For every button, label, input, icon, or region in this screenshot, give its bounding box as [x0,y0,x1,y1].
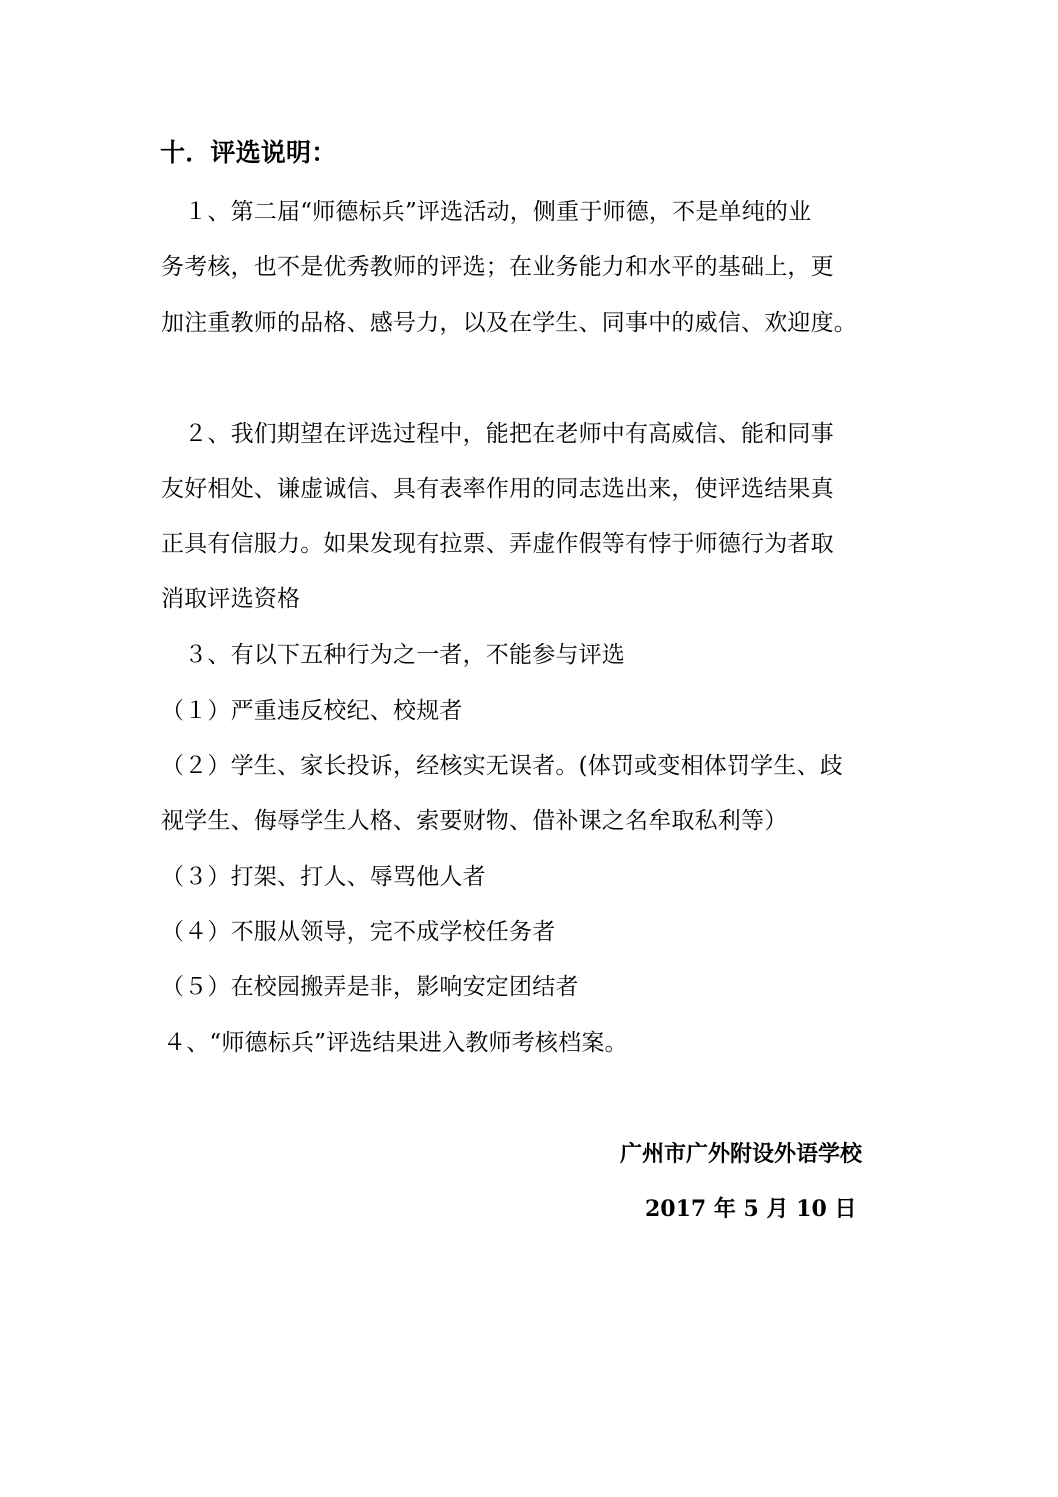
list-item-4: （４）不服从领导，完不成学校任务者 [161,919,556,945]
list-item-1: （１）严重违反校纪、校规者 [161,698,463,724]
paragraph-2-line-1: ２、我们期望在评选过程中，能把在老师中有高威信、能和同事 [161,421,834,447]
signature-organization: 广州市广外附设外语学校 [620,1141,863,1167]
paragraph-2-line-4: 消取评选资格 [161,586,301,612]
signature-date: 2017 年 5 月 10 日 [645,1196,857,1222]
paragraph-2-line-3: 正具有信服力。如果发现有拉票、弄虚作假等有悖于师德行为者取 [161,531,834,557]
paragraph-2-line-2: 友好相处、谦虚诚信、具有表率作用的同志选出来，使评选结果真 [161,476,834,502]
list-item-2-line-1: （２）学生、家长投诉，经核实无误者。(体罚或变相体罚学生、歧 [161,753,843,779]
section-heading: 十．评选说明： [160,138,337,167]
paragraph-1-line-3: 加注重教师的品格、感号力，以及在学生、同事中的威信、欢迎度。 [161,310,857,336]
paragraph-1-line-2: 务考核，也不是优秀教师的评选；在业务能力和水平的基础上，更 [161,254,834,280]
list-item-2-line-2: 视学生、侮辱学生人格、索要财物、借补课之名牟取私利等） [161,808,788,834]
list-item-3: （３）打架、打人、辱骂他人者 [161,864,486,890]
paragraph-3-line-1: ３、有以下五种行为之一者，不能参与评选 [161,642,625,668]
closing-line: ４、“师德标兵”评选结果进入教师考核档案。 [163,1030,628,1056]
list-item-5: （５）在校园搬弄是非，影响安定团结者 [161,974,579,1000]
paragraph-1-line-1: １、第二届“师德标兵”评选活动，侧重于师德，不是单纯的业 [161,199,812,225]
